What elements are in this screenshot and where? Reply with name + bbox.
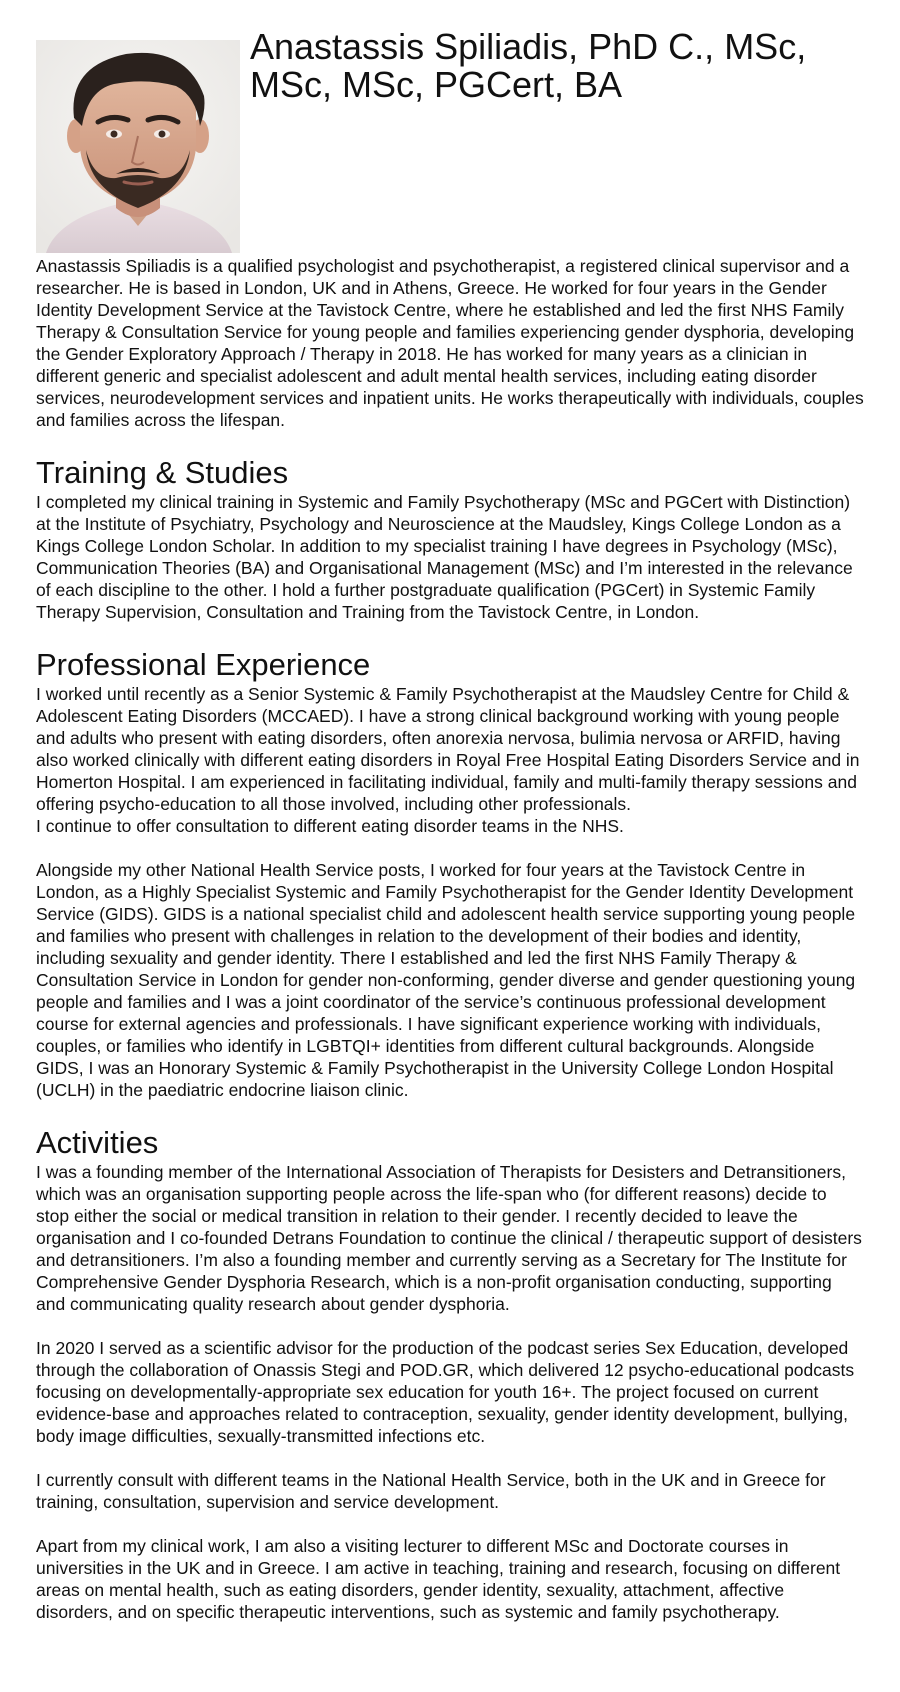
activities-paragraph: I currently consult with different teams in the National Health Service, both in the UK and in Greece for training, consultation, supervision and service development. (36, 1470, 826, 1512)
experience-paragraph: I worked until recently as a Senior Systemic & Family Psychotherapist at the Maudsley Centre for Child & Adolescent Eating Disorders (MCCAED). I have a strong clinical background working with young people and adults who present with eating disorders, often anorexia nervosa, bulimia nervosa or ARFID, having also worked clinically with different eating disorders in Royal Free Hospital Eating Disorders Service and in Homerton Hospital. I am experienced in facilitating individual, family and multi-family therapy sessions and offering psycho-education to all those involved, including other professionals. (36, 684, 860, 814)
experience-paragraph: Alongside my other National Health Service posts, I worked for four years at the Tavistock Centre in London, as a Highly Specialist Systemic and Family Psychotherapist for the Gender Identity Development Service (GIDS). GIDS is a national specialist child and adolescent health service supporting young people and families who present with challenges in relation to the development of their bodies and identity, including sexuality and gender identity. There I established and led the first NHS Family Therapy & Consultation Service in London for gender non-conforming, gender diverse and gender questioning young people and families and I was a joint coordinator of the service’s continuous professional development course for external agencies and professionals. I have significant experience working with individuals, couples, or families who identify in LGBTQI+ identities from different cultural backgrounds. Alongside GIDS, I was an Honorary Systemic & Family Psychotherapist in the University College London Hospital (UCLH) in the paediatric endocrine liaison clinic. (36, 860, 856, 1100)
profile-header (36, 0, 864, 254)
activities-section (36, 1125, 864, 1623)
paragraph-spacer (36, 837, 864, 859)
portrait-image (36, 40, 240, 253)
training-paragraph: I completed my clinical training in Systemic and Family Psychotherapy (MSc and PGCert with Distinction) at the Institute of Psychiatry, Psychology and Neuroscience at the Maudsley, Kings College London as a Kings College London Scholar. In addition to my specialist training I have degrees in Psychology (MSc), Communication Theories (BA) and Organisational Management (MSc) and I’m interested in the relevance of each discipline to the other. I hold a further postgraduate qualification (PGCert) in Systemic Family Therapy Supervision, Consultation and Training from the Tavistock Centre, in London. (36, 492, 853, 622)
experience-section (36, 647, 864, 1101)
paragraph-spacer (36, 1315, 864, 1337)
experience-heading: Professional Experience (36, 647, 371, 682)
profile-photo (36, 40, 240, 253)
profile-name: Anastassis Spiliadis, PhD C., MSc, MSc, MSc, PGCert, BA (250, 26, 807, 105)
training-heading: Training & Studies (36, 455, 289, 490)
paragraph-spacer (36, 1447, 864, 1469)
training-section (36, 455, 864, 623)
experience-paragraph: I continue to offer consultation to different eating disorder teams in the NHS. (36, 816, 624, 836)
profile-intro: Anastassis Spiliadis is a qualified psychologist and psychotherapist, a registered clinical supervisor and a researcher. He is based in London, UK and in Athens, Greece. He worked for four years in the Gender Identity Development Service at the Tavistock Centre, where he established and led the first NHS Family Therapy & Consultation Service for young people and families experiencing gender dysphoria, developing the Gender Exploratory Approach / Therapy in 2018. He has worked for many years as a clinician in different generic and specialist adolescent and adult mental health services, including eating disorder services, neurodevelopment services and inpatient units. He works therapeutically with individuals, couples and families across the lifespan. (36, 256, 864, 430)
activities-heading: Activities (36, 1125, 159, 1160)
activities-paragraph: In 2020 I served as a scientific advisor for the production of the podcast series Sex Education, developed through the collaboration of Onassis Stegi and POD.GR, which delivered 12 psycho-educational podcasts focusing on developmentally-appropriate sex education for youth 16+. The project focused on current evidence-base and approaches related to contraception, sexuality, gender identity development, bullying, body image difficulties, sexually-transmitted infections etc. (36, 1338, 855, 1446)
paragraph-spacer (36, 1513, 864, 1535)
activities-paragraph: Apart from my clinical work, I am also a visiting lecturer to different MSc and Doctorate courses in universities in the UK and in Greece. I am active in teaching, training and research, focusing on different areas on mental health, such as eating disorders, gender identity, sexuality, attachment, affective disorders, and on specific therapeutic interventions, such as systemic and family psychotherapy. (36, 1536, 841, 1622)
activities-paragraph: I was a founding member of the International Association of Therapists for Desisters and Detransitioners, which was an organisation supporting people across the life-span who (for different reasons) decide to stop either the social or medical transition in relation to their gender. I recently decided to leave the organisation and I co-founded Detrans Foundation to continue the clinical / therapeutic support of desisters and detransitioners. I’m also a founding member and currently serving as a Secretary for The Institute for Comprehensive Gender Dysphoria Research, which is a non-profit organisation conducting, supporting and communicating quality research about gender dysphoria. (36, 1162, 862, 1314)
